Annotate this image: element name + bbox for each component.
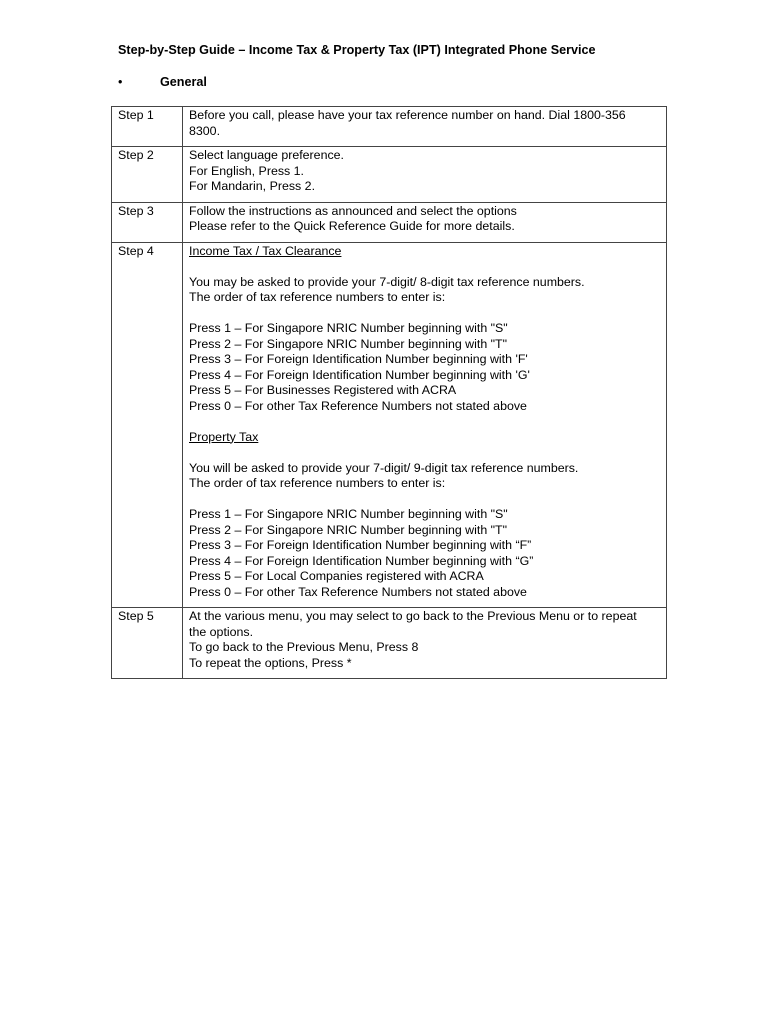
step-text-line: For English, Press 1.	[189, 163, 305, 178]
step-label: Step 3	[112, 202, 183, 242]
income-tax-heading: Income Tax / Tax Clearance	[189, 243, 342, 258]
table-row	[112, 147, 667, 203]
property-tax-intro-line: The order of tax reference numbers to enter is:	[189, 476, 446, 490]
step-description	[183, 608, 667, 679]
income-tax-intro-line: The order of tax reference numbers to enter is:	[189, 290, 446, 304]
step-text-line: the options.	[189, 624, 254, 639]
step-label: Step 1	[112, 107, 183, 147]
document-title: Step-by-Step Guide – Income Tax & Property Tax (IPT) Integrated Phone Service	[118, 43, 596, 57]
property-tax-option: Press 0 – For other Tax Reference Numbers not stated above	[189, 584, 527, 599]
step-description	[183, 202, 667, 242]
bullet-icon: •	[118, 75, 123, 89]
step-text-line: Please refer to the Quick Reference Guide for more details.	[189, 219, 515, 233]
income-tax-option: Press 2 – For Singapore NRIC Number beginning with "T"	[189, 336, 508, 351]
table-row	[112, 242, 667, 608]
table-row	[112, 107, 667, 147]
section-heading-text: General	[160, 75, 207, 89]
property-tax-option: Press 1 – For Singapore NRIC Number beginning with "S"	[189, 507, 508, 521]
step-description	[183, 242, 667, 608]
property-tax-heading: Property Tax	[189, 429, 259, 444]
step-text-line: To go back to the Previous Menu, Press 8	[189, 640, 419, 654]
income-tax-option: Press 4 – For Foreign Identification Number beginning with 'G'	[189, 367, 530, 382]
income-tax-option: Press 3 – For Foreign Identification Number beginning with 'F'	[189, 352, 528, 366]
step-description	[183, 107, 667, 147]
property-tax-option: Press 3 – For Foreign Identification Number beginning with “F”	[189, 538, 532, 552]
step-label: Step 5	[112, 608, 183, 679]
property-tax-option: Press 4 – For Foreign Identification Number beginning with “G”	[189, 553, 534, 568]
step-description	[183, 147, 667, 203]
general-section-heading	[118, 75, 207, 91]
property-tax-option: Press 2 – For Singapore NRIC Number beginning with "T"	[189, 522, 508, 537]
steps-table	[111, 106, 667, 679]
income-tax-option: Press 0 – For other Tax Reference Numbers not stated above	[189, 398, 527, 413]
step-text-line: 8300.	[189, 123, 221, 138]
income-tax-option: Press 5 – For Businesses Registered with ACRA	[189, 383, 457, 397]
step-text-line: Before you call, please have your tax reference number on hand. Dial 1800-356	[189, 108, 626, 122]
step-text-line: For Mandarin, Press 2.	[189, 179, 316, 193]
income-tax-intro-line: You may be asked to provide your 7-digit/ 8-digit tax reference numbers.	[189, 274, 585, 289]
step-text-line: Follow the instructions as announced and select the options	[189, 203, 517, 218]
property-tax-option: Press 5 – For Local Companies registered with ACRA	[189, 569, 484, 583]
table-row	[112, 202, 667, 242]
step-text-line: At the various menu, you may select to go back to the Previous Menu or to repeat	[189, 609, 637, 623]
property-tax-intro-line: You will be asked to provide your 7-digit/ 9-digit tax reference numbers.	[189, 460, 579, 475]
step-label: Step 4	[112, 242, 183, 608]
step-text-line: Select language preference.	[189, 148, 344, 162]
step-text-line: To repeat the options, Press *	[189, 655, 352, 670]
table-row	[112, 608, 667, 679]
income-tax-option: Press 1 – For Singapore NRIC Number beginning with "S"	[189, 321, 508, 335]
step-label: Step 2	[112, 147, 183, 203]
